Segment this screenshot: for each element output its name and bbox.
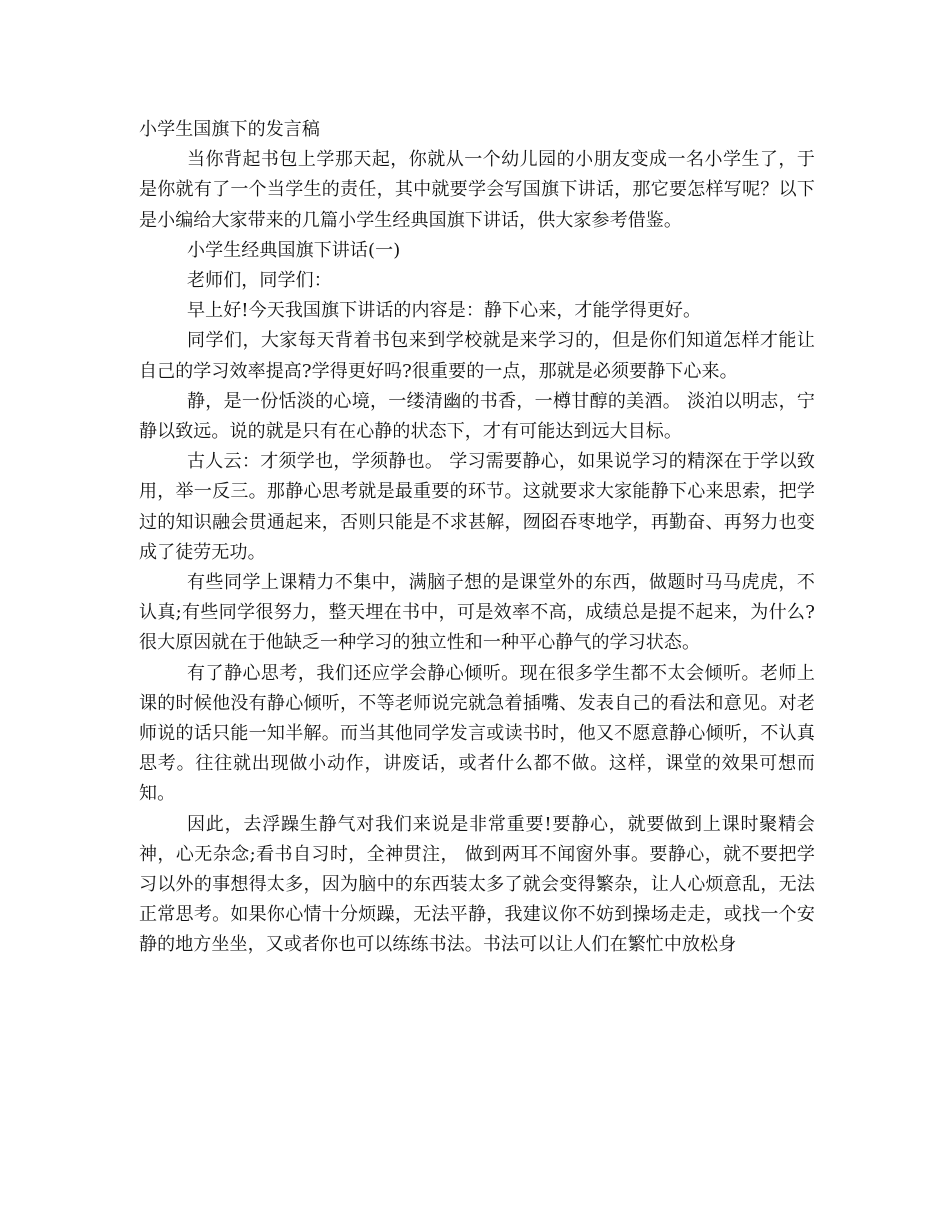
body-paragraph: 古人云：才须学也，学须静也。 学习需要静心，如果说学习的精深在于学以致用，举一反三。那静心思考就是最重要的环节。这就要求大家能静下心来思索，把学过的知识融会贯通起来，否则只能是不求甚解，囫囵吞枣地学，再勤奋、再努力也变成了徒劳无功。 xyxy=(139,451,815,563)
body-paragraph: 有了静心思考，我们还应学会静心倾听。现在很多学生都不太会倾听。老师上课的时候他没有静心倾听，不等老师说完就急着插嘴、发表自己的看法和意见。对老师说的话只能一知半解。而当其他同学发言或读书时，他又不愿意静心倾听，不认真思考。往往就出现做小动作，讲废话，或者什么都不做。这样，课堂的效果可想而知。 xyxy=(139,662,815,805)
body-paragraph: 同学们，大家每天背着书包来到学校就是来学习的，但是你们知道怎样才能让自己的学习效率提高?学得更好吗?很重要的一点，那就是必须要静下心来。 xyxy=(139,330,815,382)
document-title: 小学生国旗下的发言稿 xyxy=(139,119,320,140)
body-paragraph: 有些同学上课精力不集中，满脑子想的是课堂外的东西，做题时马马虎虎，不认真;有些同学很努力，整天埋在书中，可是效率不高，成绩总是提不起来，为什么?很大原因就在于他缺乏一种学习的独立性和一种平心静气的学习状态。 xyxy=(139,572,815,654)
document-body xyxy=(139,115,815,961)
speech-topic: 早上好!今天我国旗下讲话的内容是：静下心来，才能学得更好。 xyxy=(187,300,702,322)
body-paragraph: 静，是一份恬淡的心境，一缕清幽的书香，一樽甘醇的美酒。 淡泊以明志，宁静以致远。说的就是只有在心静的状态下，才有可能达到远大目标。 xyxy=(139,390,815,443)
intro-paragraph: 当你背起书包上学那天起，你就从一个幼儿园的小朋友变成一名小学生了，于是你就有了一个当学生的责任，其中就要学会写国旗下讲话，那它要怎样写呢？以下是小编给大家带来的几篇小学生经典国旗下讲话，供大家参考借鉴。 xyxy=(139,149,815,231)
speech-greeting: 老师们，同学们： xyxy=(187,270,332,292)
speech-heading: 小学生经典国旗下讲话(一) xyxy=(187,239,401,261)
body-paragraph: 因此，去浮躁生静气对我们来说是非常重要!要静心，就要做到上课时聚精会神，心无杂念;看书自习时，全神贯注， 做到两耳不闻窗外事。要静心，就不要把学习以外的事想得太多，因为脑中的东西装太多了就会变得繁杂，让人心烦意乱，无法正常思考。如果你心情十分烦躁，无法平静，我建议你不妨到操场走走，或找一个安静的地方坐坐，又或者你也可以练练书法。书法可以让人们在繁忙中放松身 xyxy=(139,813,815,956)
